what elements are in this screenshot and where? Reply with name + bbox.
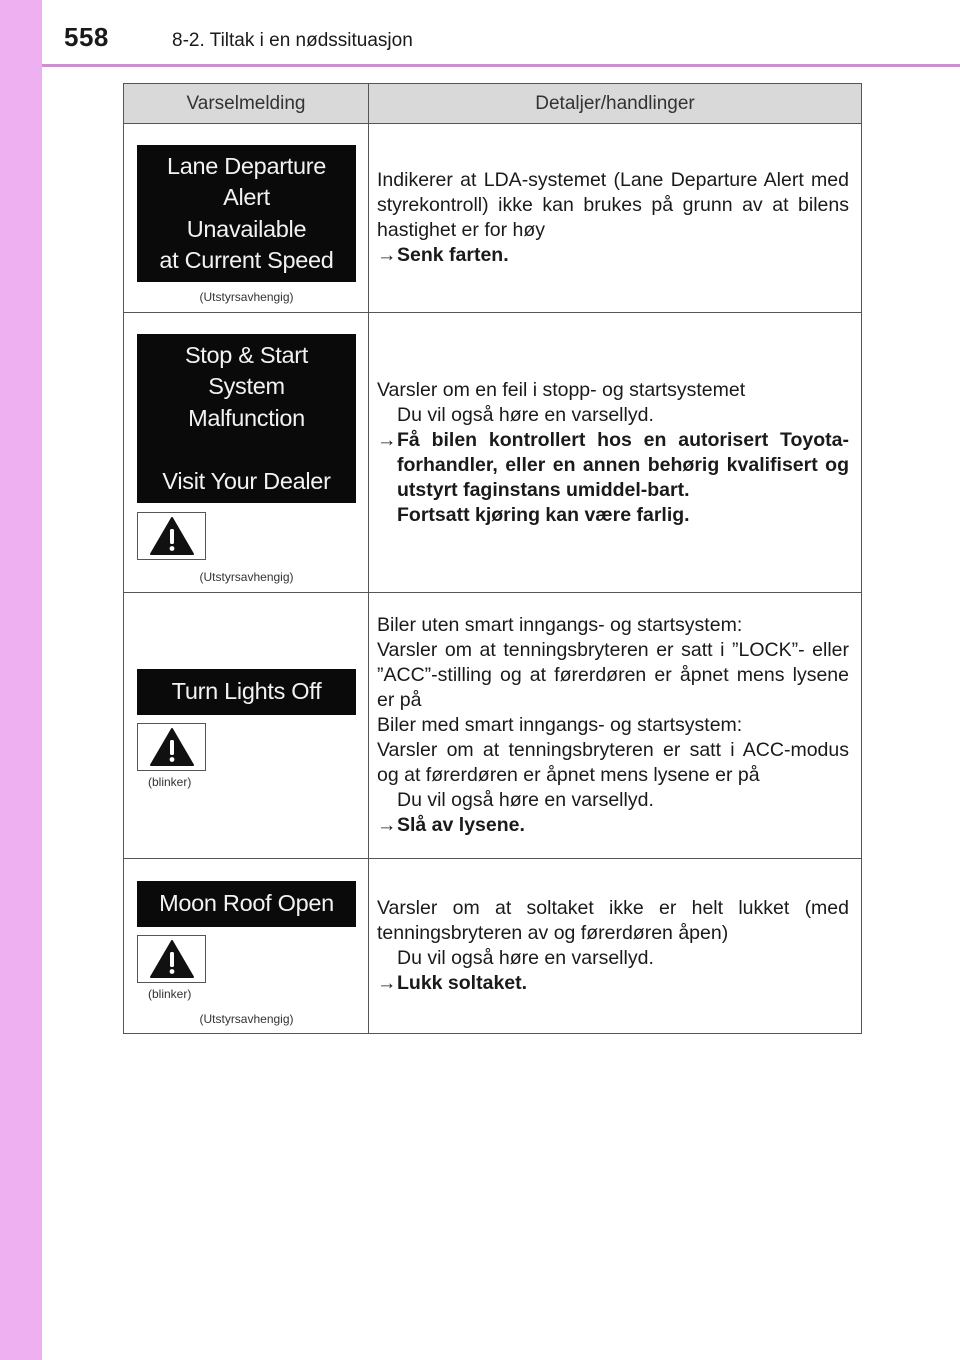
arrow-icon: → <box>377 972 397 994</box>
detail-text: Indikerer at LDA-systemet (Lane Departure Alert med styrekontroll) ikke kan brukes på grunn av at bilens hastighet er for høy <box>377 169 849 241</box>
action-text: →Senk farten. <box>377 244 509 266</box>
sound-text: Du vil også høre en varsellyd. <box>397 789 654 811</box>
message-cell <box>124 593 369 859</box>
stop-start-display: Stop & Start System Malfunction Visit Your Dealer <box>137 334 356 503</box>
warning-triangle-icon <box>137 935 206 983</box>
action-text: →Slå av lysene. <box>377 814 525 836</box>
action-text: →Få bilen kontrollert hos en autorisert Toyota-forhandler, eller en annen behørig kvalifisert og utstyrt faginstans umiddel-bart. <box>377 428 849 501</box>
detail-text: Varsler om at soltaket ikke er helt lukket (med tenningsbryteren av og førerdøren åpen) <box>377 897 849 944</box>
details-cell <box>369 593 862 859</box>
table-header-row <box>124 84 862 124</box>
detail-heading: Biler uten smart inngangs- og startsystem: <box>377 614 743 636</box>
detail-heading: Biler med smart inngangs- og startsystem: <box>377 714 743 736</box>
detail-text: Varsler om at tenningsbryteren er satt i ACC-modus og at førerdøren er åpnet mens lysene er på <box>377 739 849 786</box>
arrow-icon: → <box>377 428 397 451</box>
message-cell <box>124 859 369 1034</box>
table-row <box>124 124 862 313</box>
action-text: →Lukk soltaket. <box>377 972 528 994</box>
table-row <box>124 313 862 593</box>
details-cell <box>369 313 862 593</box>
message-cell <box>124 124 369 313</box>
action-warning-text: Fortsatt kjøring kan være farlig. <box>397 503 690 526</box>
message-cell <box>124 313 369 593</box>
section-title: 8-2. Tiltak i en nødssituasjon <box>172 30 413 51</box>
equipment-note: (Utstyrsavhengig) <box>199 570 294 584</box>
equipment-note: (Utstyrsavhengig) <box>199 290 294 304</box>
warning-triangle-icon <box>137 723 206 771</box>
sound-text: Du vil også høre en varsellyd. <box>397 947 654 969</box>
header-rule <box>42 64 960 67</box>
moon-roof-display: Moon Roof Open <box>137 881 356 927</box>
arrow-icon: → <box>377 814 397 836</box>
warning-triangle-icon <box>137 512 206 560</box>
page-number: 558 <box>64 22 109 52</box>
table-row <box>124 593 862 859</box>
blink-note: (blinker) <box>148 987 192 1001</box>
details-cell <box>369 124 862 313</box>
blink-note: (blinker) <box>148 775 192 789</box>
lane-departure-display: Lane Departure Alert Unavailable at Current Speed <box>137 145 356 282</box>
header-warning-message: Varselmelding <box>124 84 369 124</box>
header-details: Detaljer/handlinger <box>369 84 862 124</box>
sound-text: Du vil også høre en varsellyd. <box>397 403 654 426</box>
equipment-note: (Utstyrsavhengig) <box>199 1012 294 1026</box>
detail-text: Varsler om at tenningsbryteren er satt i ”LOCK”- eller ”ACC”-stilling og at førerdøren er åpnet mens lysene er på <box>377 639 849 711</box>
arrow-icon: → <box>377 244 397 266</box>
details-cell <box>369 859 862 1034</box>
detail-text: Varsler om en feil i stopp- og startsystemet <box>377 378 746 401</box>
turn-lights-off-display: Turn Lights Off <box>137 669 356 715</box>
table-row <box>124 859 862 1034</box>
side-tab <box>0 0 42 1360</box>
warning-table <box>123 83 862 1034</box>
